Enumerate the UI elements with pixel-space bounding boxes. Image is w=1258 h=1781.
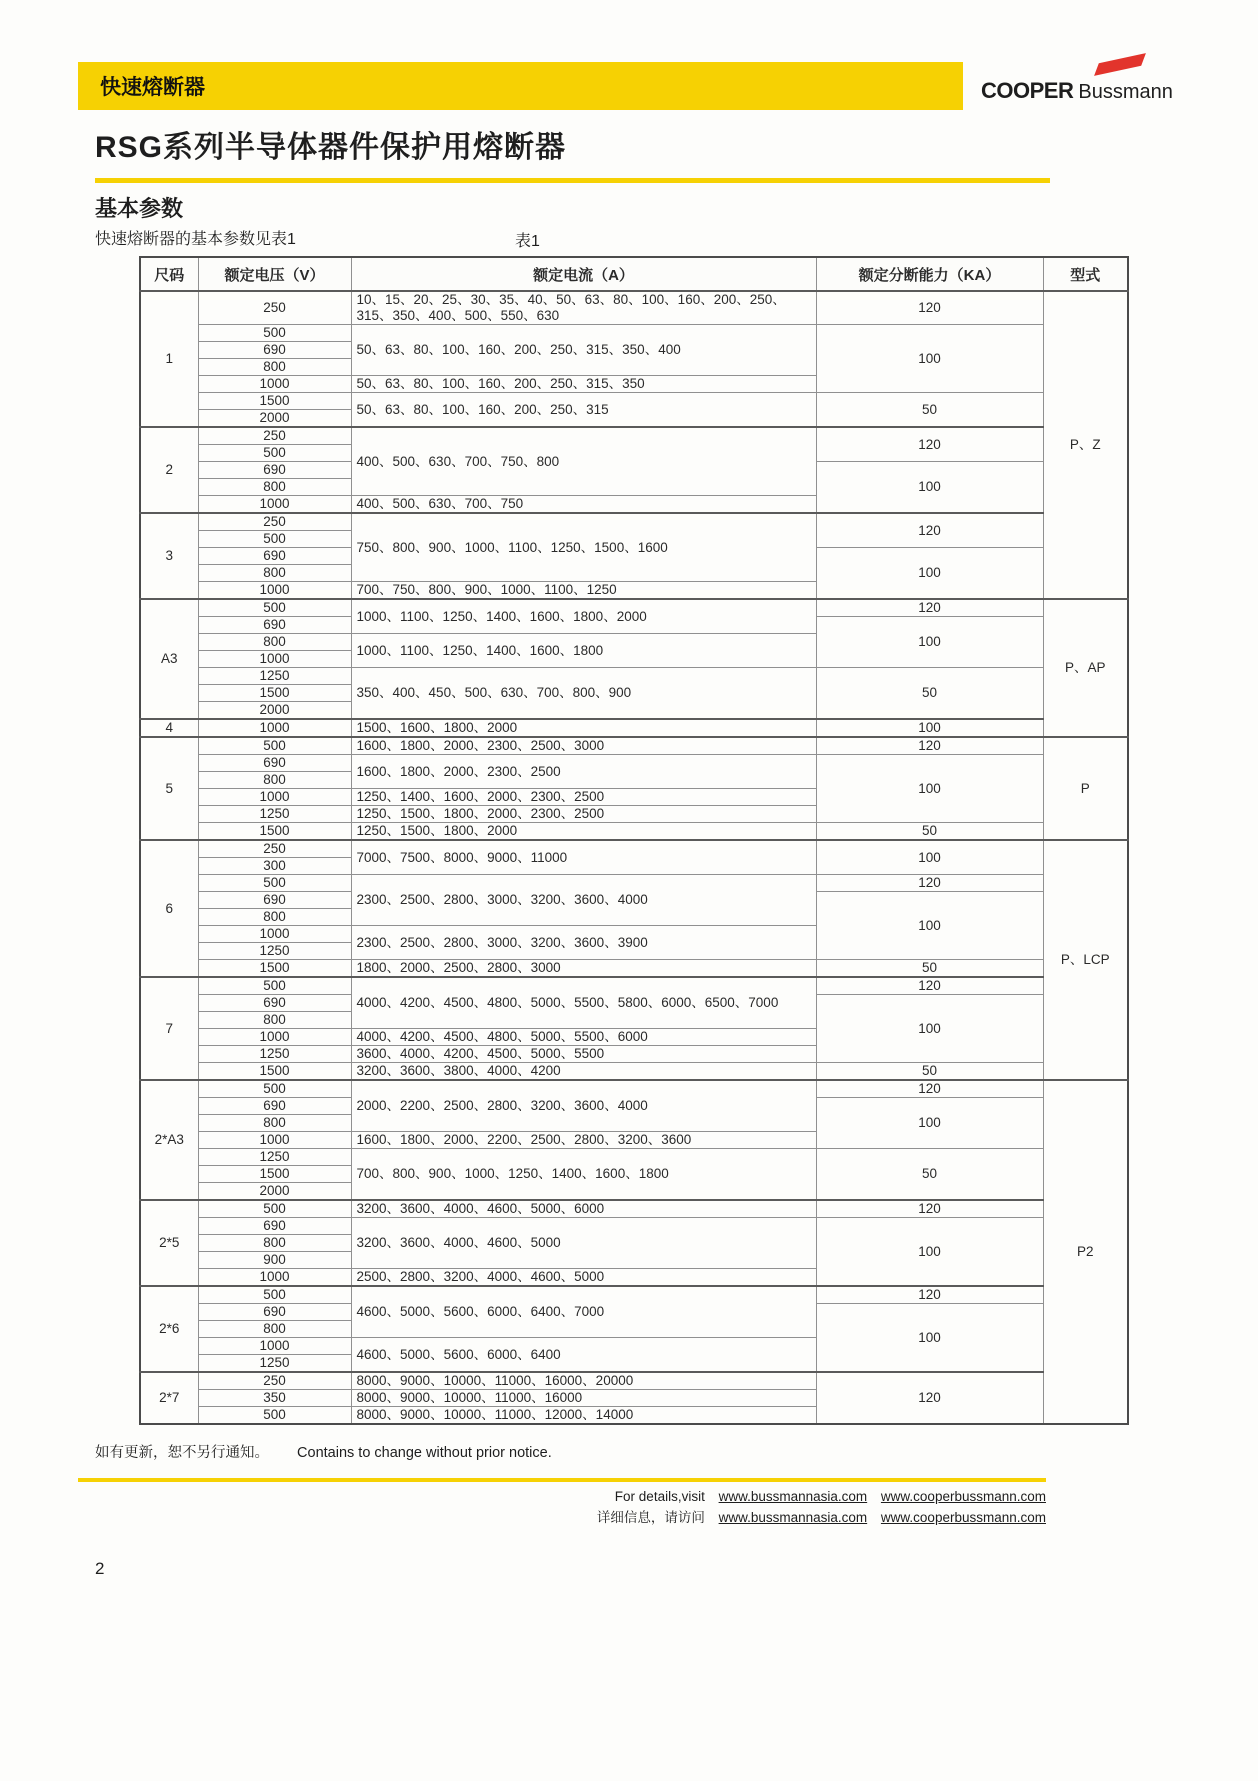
table-row — [140, 599, 1128, 617]
cell-type: P2 — [1043, 1080, 1128, 1424]
table-row — [140, 1080, 1128, 1098]
cell-current: 7000、7500、8000、9000、11000 — [351, 840, 816, 875]
cell-voltage: 1000 — [198, 1269, 351, 1287]
cell-voltage: 800 — [198, 634, 351, 651]
table-row — [140, 325, 1128, 342]
cell-breaking-capacity: 100 — [816, 892, 1043, 960]
cell-breaking-capacity: 120 — [816, 1286, 1043, 1304]
footnote — [95, 1441, 1258, 1462]
cell-voltage: 1000 — [198, 376, 351, 393]
cell-size: 1 — [140, 291, 198, 427]
cell-current: 50、63、80、100、160、200、250、315、350、400 — [351, 325, 816, 376]
cell-voltage: 1000 — [198, 496, 351, 514]
footer-links-prefix-cn: 详细信息，请访问 — [596, 1509, 705, 1525]
cell-voltage: 350 — [198, 1390, 351, 1407]
cell-current: 1250、1400、1600、2000、2300、2500 — [351, 789, 816, 806]
bussmannasia-link[interactable]: www.bussmannasia.com — [718, 1489, 868, 1504]
cell-voltage: 250 — [198, 513, 351, 531]
cell-current: 50、63、80、100、160、200、250、315、350 — [351, 376, 816, 393]
cell-voltage: 690 — [198, 617, 351, 634]
cell-voltage: 1500 — [198, 960, 351, 978]
cell-current: 4000、4200、4500、4800、5000、5500、5800、6000、6500、7000 — [351, 977, 816, 1029]
cell-voltage: 500 — [198, 1200, 351, 1218]
table-caption: 表1 — [515, 233, 540, 250]
cell-breaking-capacity: 120 — [816, 1200, 1043, 1218]
cell-current: 10、15、20、25、30、35、40、50、63、80、100、160、200、250、315、350、400、500、550、630 — [351, 291, 816, 325]
cell-voltage: 500 — [198, 445, 351, 462]
col-header-size: 尺码 — [140, 257, 198, 291]
cell-breaking-capacity: 120 — [816, 875, 1043, 892]
cell-current: 1250、1500、1800、2000、2300、2500 — [351, 806, 816, 823]
footer-links — [78, 1487, 1046, 1529]
col-header-voltage: 额定电压（V） — [198, 257, 351, 291]
cell-voltage: 250 — [198, 291, 351, 325]
cell-voltage: 2000 — [198, 410, 351, 428]
footer-links-line-en — [78, 1487, 1046, 1508]
cell-voltage: 1250 — [198, 668, 351, 685]
cell-breaking-capacity: 100 — [816, 1218, 1043, 1287]
section-heading: 基本参数 — [95, 196, 184, 221]
cooperbussmann-link[interactable]: www.cooperbussmann.com — [880, 1509, 1046, 1525]
cell-voltage: 1000 — [198, 1338, 351, 1355]
cell-size: 2*7 — [140, 1372, 198, 1424]
cell-voltage: 1000 — [198, 651, 351, 668]
cell-voltage: 800 — [198, 1235, 351, 1252]
title-rule — [95, 178, 1050, 183]
table-row — [140, 427, 1128, 445]
logo-cooper-text: COOPER — [981, 78, 1074, 103]
cell-current: 750、800、900、1000、1100、1250、1500、1600 — [351, 513, 816, 582]
table-row — [140, 977, 1128, 995]
cell-current: 1000、1100、1250、1400、1600、1800 — [351, 634, 816, 668]
cell-voltage: 800 — [198, 1321, 351, 1338]
cell-current: 3200、3600、4000、4600、5000 — [351, 1218, 816, 1269]
table-row — [140, 875, 1128, 892]
cell-voltage: 690 — [198, 892, 351, 909]
cell-voltage: 500 — [198, 977, 351, 995]
cell-breaking-capacity: 120 — [816, 513, 1043, 548]
cell-current: 350、400、450、500、630、700、800、900 — [351, 668, 816, 720]
cell-voltage: 500 — [198, 1407, 351, 1425]
cell-breaking-capacity: 100 — [816, 325, 1043, 393]
cell-voltage: 500 — [198, 737, 351, 755]
table-row — [140, 823, 1128, 841]
cell-voltage: 690 — [198, 462, 351, 479]
cell-size: 2*5 — [140, 1200, 198, 1286]
cell-voltage: 800 — [198, 565, 351, 582]
cell-breaking-capacity: 100 — [816, 995, 1043, 1063]
col-header-breaking-capacity: 额定分断能力（KA） — [816, 257, 1043, 291]
cell-breaking-capacity: 50 — [816, 668, 1043, 720]
cell-voltage: 800 — [198, 359, 351, 376]
cell-current: 700、800、900、1000、1250、1400、1600、1800 — [351, 1149, 816, 1201]
cell-voltage: 1250 — [198, 806, 351, 823]
cell-current: 8000、9000、10000、11000、12000、14000 — [351, 1407, 816, 1425]
cell-current: 2300、2500、2800、3000、3200、3600、4000 — [351, 875, 816, 926]
cell-breaking-capacity: 120 — [816, 1372, 1043, 1424]
cell-voltage: 1500 — [198, 1166, 351, 1183]
cell-voltage: 1500 — [198, 1063, 351, 1081]
cell-voltage: 1000 — [198, 719, 351, 737]
cell-current: 4600、5000、5600、6000、6400、7000 — [351, 1286, 816, 1338]
cell-breaking-capacity: 100 — [816, 719, 1043, 737]
cell-current: 4600、5000、5600、6000、6400 — [351, 1338, 816, 1373]
table-row — [140, 291, 1128, 325]
cell-current: 400、500、630、700、750、800 — [351, 427, 816, 496]
cell-voltage: 690 — [198, 1218, 351, 1235]
cell-voltage: 1000 — [198, 789, 351, 806]
cell-size: 7 — [140, 977, 198, 1080]
cell-voltage: 690 — [198, 995, 351, 1012]
cell-size: 4 — [140, 719, 198, 737]
cell-current: 8000、9000、10000、11000、16000 — [351, 1390, 816, 1407]
cell-voltage: 800 — [198, 1012, 351, 1029]
cell-current: 2300、2500、2800、3000、3200、3600、3900 — [351, 926, 816, 960]
cell-breaking-capacity: 50 — [816, 1063, 1043, 1081]
cell-voltage: 690 — [198, 1304, 351, 1321]
cell-size: 6 — [140, 840, 198, 977]
cooper-bussmann-logo — [981, 62, 1211, 104]
cell-voltage: 300 — [198, 858, 351, 875]
table-row — [140, 1063, 1128, 1081]
cell-current: 3200、3600、4000、4600、5000、6000 — [351, 1200, 816, 1218]
table-row — [140, 1372, 1128, 1390]
cell-voltage: 250 — [198, 840, 351, 858]
cell-voltage: 1250 — [198, 1149, 351, 1166]
cell-size: 5 — [140, 737, 198, 840]
table-row — [140, 1218, 1128, 1235]
cell-breaking-capacity: 100 — [816, 840, 1043, 875]
cell-size: 2 — [140, 427, 198, 513]
col-header-type: 型式 — [1043, 257, 1128, 291]
cell-current: 1500、1600、1800、2000 — [351, 719, 816, 737]
cell-voltage: 1500 — [198, 393, 351, 410]
page-number: 2 — [95, 1558, 105, 1578]
table-row — [140, 668, 1128, 685]
cell-voltage: 1000 — [198, 582, 351, 600]
page-title: RSG系列半导体器件保护用熔断器 — [95, 131, 567, 164]
cell-current: 2500、2800、3200、4000、4600、5000 — [351, 1269, 816, 1287]
category-banner-label: 快速熔断器 — [100, 76, 205, 99]
cell-current: 700、750、800、900、1000、1100、1250 — [351, 582, 816, 600]
cell-size: 2*A3 — [140, 1080, 198, 1200]
cell-breaking-capacity: 50 — [816, 393, 1043, 428]
cell-voltage: 690 — [198, 755, 351, 772]
cell-breaking-capacity: 50 — [816, 960, 1043, 978]
cell-current: 50、63、80、100、160、200、250、315 — [351, 393, 816, 428]
cell-voltage: 800 — [198, 909, 351, 926]
cell-current: 3600、4000、4200、4500、5000、5500 — [351, 1046, 816, 1063]
table-row — [140, 719, 1128, 737]
cell-voltage: 2000 — [198, 1183, 351, 1201]
logo-bussmann-text: Bussmann — [1078, 81, 1173, 103]
cell-breaking-capacity: 100 — [816, 617, 1043, 668]
cell-breaking-capacity: 100 — [816, 1098, 1043, 1149]
cell-size: 3 — [140, 513, 198, 599]
cell-voltage: 1500 — [198, 685, 351, 702]
cell-voltage: 500 — [198, 1286, 351, 1304]
cell-voltage: 690 — [198, 548, 351, 565]
cell-current: 3200、3600、3800、4000、4200 — [351, 1063, 816, 1081]
cell-voltage: 1000 — [198, 1132, 351, 1149]
cell-breaking-capacity: 120 — [816, 291, 1043, 325]
cell-type: P、LCP — [1043, 840, 1128, 1080]
cell-breaking-capacity: 120 — [816, 599, 1043, 617]
cell-current: 1600、1800、2000、2300、2500 — [351, 755, 816, 789]
cell-voltage: 800 — [198, 1115, 351, 1132]
footnote-cn: 如有更新，恕不另行通知。 — [95, 1445, 269, 1461]
cell-breaking-capacity: 100 — [816, 1304, 1043, 1373]
cooperbussmann-link[interactable]: www.cooperbussmann.com — [880, 1489, 1046, 1504]
top-bar — [78, 62, 1258, 110]
category-banner — [78, 62, 963, 110]
cell-voltage: 1500 — [198, 823, 351, 841]
cell-voltage: 1250 — [198, 943, 351, 960]
cell-voltage: 250 — [198, 427, 351, 445]
table-header-row — [140, 257, 1128, 291]
cell-voltage: 500 — [198, 1080, 351, 1098]
table-row — [140, 960, 1128, 978]
cell-breaking-capacity: 120 — [816, 737, 1043, 755]
cell-size: 2*6 — [140, 1286, 198, 1372]
cell-current: 8000、9000、10000、11000、16000、20000 — [351, 1372, 816, 1390]
cell-breaking-capacity: 100 — [816, 462, 1043, 514]
cell-breaking-capacity: 120 — [816, 1080, 1043, 1098]
cell-voltage: 900 — [198, 1252, 351, 1269]
cell-voltage: 690 — [198, 1098, 351, 1115]
cell-current: 4000、4200、4500、4800、5000、5500、6000 — [351, 1029, 816, 1046]
cell-breaking-capacity: 120 — [816, 427, 1043, 462]
cell-voltage: 500 — [198, 599, 351, 617]
footnote-en: Contains to change without prior notice. — [297, 1445, 552, 1461]
cell-type: P、AP — [1043, 599, 1128, 737]
cell-type: P、Z — [1043, 291, 1128, 599]
cell-voltage: 250 — [198, 1372, 351, 1390]
table-row — [140, 1149, 1128, 1166]
cell-breaking-capacity: 50 — [816, 823, 1043, 841]
cell-breaking-capacity: 50 — [816, 1149, 1043, 1201]
cell-current: 2000、2200、2500、2800、3200、3600、4000 — [351, 1080, 816, 1132]
cell-voltage: 500 — [198, 531, 351, 548]
basic-params-table — [139, 256, 1129, 1425]
table-row — [140, 840, 1128, 858]
cell-current: 1250、1500、1800、2000 — [351, 823, 816, 841]
col-header-current: 额定电流（A） — [351, 257, 816, 291]
cell-current: 1600、1800、2000、2200、2500、2800、3200、3600 — [351, 1132, 816, 1149]
table-row — [140, 1286, 1128, 1304]
cell-voltage: 1000 — [198, 926, 351, 943]
table-row — [140, 755, 1128, 772]
basic-params-table-body — [140, 291, 1128, 1424]
cell-voltage: 800 — [198, 772, 351, 789]
table-row — [140, 513, 1128, 531]
cell-voltage: 800 — [198, 479, 351, 496]
cell-current: 1600、1800、2000、2300、2500、3000 — [351, 737, 816, 755]
cell-voltage: 2000 — [198, 702, 351, 720]
cell-voltage: 690 — [198, 342, 351, 359]
cell-breaking-capacity: 100 — [816, 755, 1043, 823]
cell-current: 400、500、630、700、750 — [351, 496, 816, 514]
footer-links-line-cn — [78, 1508, 1046, 1529]
cell-voltage: 1250 — [198, 1355, 351, 1373]
cell-current: 1000、1100、1250、1400、1600、1800、2000 — [351, 599, 816, 634]
cell-voltage: 1000 — [198, 1029, 351, 1046]
cell-voltage: 500 — [198, 875, 351, 892]
cell-voltage: 1250 — [198, 1046, 351, 1063]
footer-rule — [78, 1478, 1046, 1482]
footer-links-prefix-en: For details,visit — [614, 1489, 705, 1504]
logo-flag-icon — [1094, 53, 1146, 76]
bussmannasia-link[interactable]: www.bussmannasia.com — [718, 1509, 868, 1525]
section-note: 快速熔断器的基本参数见表1 — [95, 231, 296, 248]
cell-breaking-capacity: 120 — [816, 977, 1043, 995]
cell-type: P — [1043, 737, 1128, 840]
cell-breaking-capacity: 100 — [816, 548, 1043, 600]
cell-current: 1800、2000、2500、2800、3000 — [351, 960, 816, 978]
table-row — [140, 1200, 1128, 1218]
cell-size: A3 — [140, 599, 198, 719]
cell-voltage: 500 — [198, 325, 351, 342]
table-row — [140, 393, 1128, 410]
table-row — [140, 737, 1128, 755]
section-note-row — [95, 226, 1258, 249]
